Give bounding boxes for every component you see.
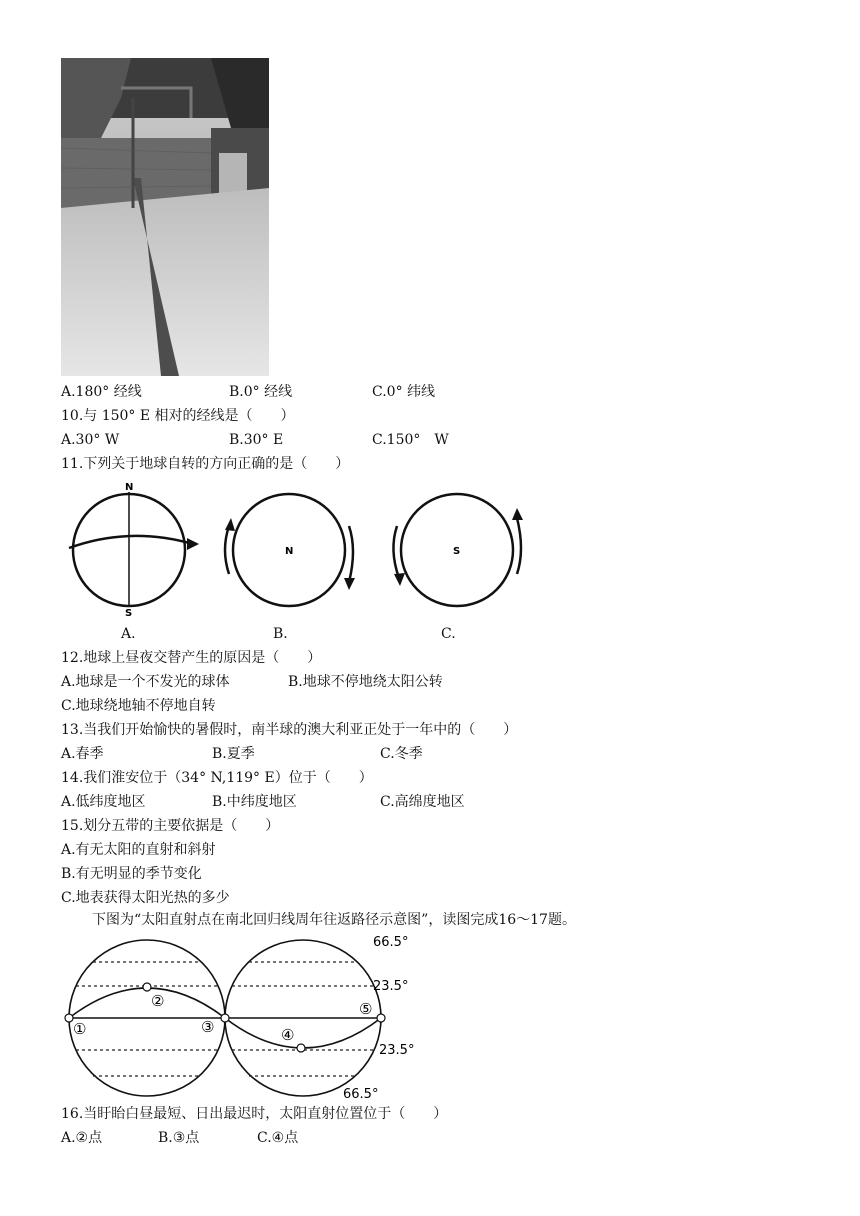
q15-option-c: C.地表获得太阳光热的多少 (61, 890, 230, 906)
q13-option-b: B.夏季 (212, 746, 255, 762)
photo-boundary-marker (61, 58, 269, 376)
q9-option-a: A.180° 经线 (61, 384, 142, 400)
diagram-a-south: S (125, 608, 133, 619)
q13-question: 13.当我们开始愉快的暑假时，南半球的澳大利亚正处于一年中的（ ） (61, 722, 518, 738)
point-5: ⑤ (359, 1000, 373, 1018)
q12-option-a: A.地球是一个不发光的球体 (61, 674, 230, 690)
q15-question: 15.划分五带的主要依据是（ ） (61, 818, 280, 834)
q10-option-a: A.30° W (61, 432, 120, 448)
q12-option-b: B.地球不停地绕太阳公转 (288, 674, 443, 690)
q14-option-a: A.低纬度地区 (61, 794, 146, 810)
lat-label-66-n: 66.5° (373, 935, 409, 950)
lat-label-23-s: 23.5° (379, 1043, 415, 1058)
q9-option-c: C.0° 纬线 (372, 384, 436, 400)
q10-option-b: B.30° E (229, 432, 284, 448)
q12-option-c: C.地球绕地轴不停地自转 (61, 698, 216, 714)
q16-option-a: A.②点 (61, 1130, 103, 1146)
q11-label-c: C. (441, 626, 456, 642)
intro-16-17: 下图为“太阳直射点在南北回归线周年往返路径示意图”，读图完成16～17题。 (92, 912, 576, 928)
point-1: ① (73, 1020, 87, 1038)
q13-option-c: C.冬季 (380, 746, 423, 762)
point-3: ③ (201, 1018, 215, 1036)
point-4: ④ (281, 1026, 295, 1044)
q12-question: 12.地球上昼夜交替产生的原因是（ ） (61, 650, 322, 666)
q10-question: 10.与 150° E 相对的经线是（ ） (61, 408, 295, 424)
diagram-c-center: S (453, 546, 461, 557)
q11-label-a: A. (121, 626, 136, 642)
q16-option-b: B.③点 (158, 1130, 200, 1146)
diagram-c (393, 494, 523, 606)
q11-question: 11.下列关于地球自转的方向正确的是（ ） (61, 456, 350, 472)
sun-path-figure (61, 930, 421, 1100)
rotation-diagrams (61, 478, 531, 620)
q13-option-a: A.春季 (61, 746, 104, 762)
lat-label-23-n: 23.5° (373, 979, 409, 994)
q16-option-c: C.④点 (257, 1130, 299, 1146)
point-2: ② (151, 992, 165, 1010)
diagram-a-north: N (125, 482, 134, 493)
diagram-b-center: N (285, 546, 294, 557)
q16-question: 16.当盱眙白昼最短、日出最迟时，太阳直射位置位于（ ） (61, 1106, 448, 1122)
q14-option-b: B.中纬度地区 (212, 794, 297, 810)
q11-label-b: B. (273, 626, 288, 642)
q15-option-b: B.有无明显的季节变化 (61, 866, 202, 882)
q14-option-c: C.高绵度地区 (380, 794, 465, 810)
diagram-b (225, 494, 355, 606)
q10-option-c: C.150° W (372, 432, 449, 448)
q9-option-b: B.0° 经线 (229, 384, 293, 400)
lat-label-66-s: 66.5° (343, 1087, 379, 1100)
q15-option-a: A.有无太阳的直射和斜射 (61, 842, 216, 858)
diagram-a (69, 482, 199, 619)
q14-question: 14.我们淮安位于（34° N,119° E）位于（ ） (61, 770, 373, 786)
